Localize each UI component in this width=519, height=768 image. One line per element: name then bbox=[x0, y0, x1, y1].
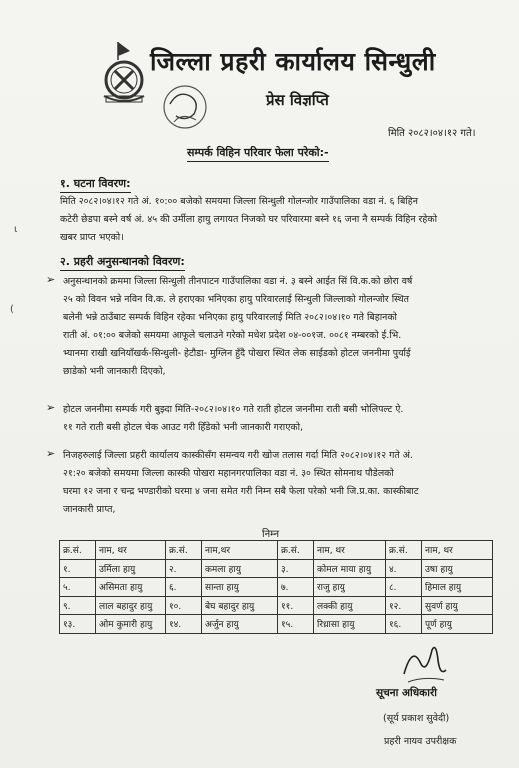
section-heading-investigation: २. प्रहरी अनुसन्धानको विवरण: bbox=[60, 254, 185, 271]
table-cell: २. bbox=[166, 559, 202, 578]
table-cell: उषा हायु bbox=[422, 559, 493, 578]
table-cell: ६. bbox=[166, 578, 202, 597]
column-header: नाम,थर bbox=[202, 541, 278, 560]
column-header: नाम, थर bbox=[422, 541, 493, 560]
paragraph-line: होटल जननीमा सम्पर्क गरी बुझ्दा मिति-२०८२।०४।१० गते राती होटल जननीमा राती बसी भोलिपल्ट ऐ. bbox=[63, 404, 404, 415]
signatory-rank: प्रहरी नायव उपरीक्षक bbox=[384, 736, 457, 747]
table-row bbox=[60, 578, 493, 597]
paragraph-line: बलेनी भन्ने ठाउँबाट सम्पर्क विहिन रहेका भनिएका हायु परिवारलाई मिति २०८२।०४।१० गते बिहानको bbox=[63, 312, 397, 323]
table-cell: सुवर्ण हायु bbox=[422, 596, 493, 615]
table-cell: राजु हायु bbox=[314, 578, 386, 597]
paragraph-line: राती अं. ०१:०० बजेको समयमा आफूले चलाउने गरेको मधेश प्रदेश ०४-००१ज. ००८१ नम्बरको ई.भि. bbox=[63, 330, 402, 341]
table-cell: उर्मिला हायु bbox=[96, 559, 166, 578]
nepal-police-emblem-icon bbox=[96, 40, 152, 106]
table-header-row bbox=[60, 541, 493, 560]
table-cell: १. bbox=[60, 559, 96, 578]
office-seal-icon bbox=[160, 82, 210, 132]
column-header: नाम, थर bbox=[96, 541, 166, 560]
subject-line: सम्पर्क विहिन परिवार फेला परेको:- bbox=[187, 145, 329, 162]
office-title: जिल्ला प्रहरी कार्यालय सिन्धुली bbox=[150, 47, 436, 76]
table-cell: १६. bbox=[386, 615, 422, 634]
table-cell: १४. bbox=[166, 615, 202, 634]
table-cell: १५. bbox=[278, 615, 314, 634]
bullet-arrow-icon: ➢ bbox=[46, 447, 56, 460]
table-row bbox=[60, 596, 493, 615]
paragraph-line: निजहरुलाई जिल्ला प्रहरी कार्यालय कास्कीसँग समन्वय गरी खोज तलास गर्दा मिति २०८२।०४।१२ गते अं. bbox=[63, 450, 413, 461]
investigation-item-2 bbox=[63, 401, 501, 437]
paragraph-line: खबर प्राप्त भएको। bbox=[60, 232, 124, 243]
table-cell: सान्ता हायु bbox=[202, 578, 278, 597]
bullet-arrow-icon: ➢ bbox=[46, 401, 56, 414]
table-cell: ८. bbox=[386, 578, 422, 597]
table-row bbox=[60, 559, 493, 578]
signature-icon bbox=[398, 640, 450, 688]
table-cell: पूर्ण हायु bbox=[422, 615, 493, 634]
table-caption: निम्न bbox=[262, 529, 280, 540]
release-date: मिति २०८२।०४।१२ गते। bbox=[388, 128, 476, 139]
paragraph-line: छाडेको भनी जानकारी दिएको, bbox=[63, 366, 166, 377]
column-header: क्र.सं. bbox=[386, 541, 422, 560]
signatory-name: (सूर्य प्रकाश सुवेदी) bbox=[383, 713, 450, 724]
table-cell: ९. bbox=[60, 596, 96, 615]
paragraph-line: मिति २०८२।०४।१२ गते अं. १०:०० बजेको समयमा जिल्ला सिन्धुली गोलन्जोर गाउँपालिका वडा नं. ६ बिहिन bbox=[60, 196, 418, 207]
margin-mark: ɩ bbox=[14, 224, 18, 235]
column-header: क्र.सं. bbox=[60, 541, 96, 560]
paragraph-line: ११ गते राती बसी होटल चेक आउट गरी हिँडेको भनी जानकारी गराएको, bbox=[63, 422, 304, 433]
column-header: क्र.सं. bbox=[166, 541, 202, 560]
incident-paragraph bbox=[60, 193, 500, 247]
table-cell: असिमता हायु bbox=[96, 578, 166, 597]
table-cell: ५. bbox=[60, 578, 96, 597]
press-release-title: प्रेस विज्ञप्ति bbox=[266, 91, 329, 109]
margin-mark: ( bbox=[10, 304, 14, 315]
table-cell: कमला हायु bbox=[202, 559, 278, 578]
paragraph-line: अनुसन्धानको क्रममा जिल्ला सिन्धुली तीनपाटन गाउँपालिका वडा नं. ३ बस्ने आईत सिं वि.क.को छोरा वर्ष bbox=[63, 276, 413, 287]
signatory-title: सूचना अधिकारी bbox=[376, 687, 437, 699]
column-header: नाम, थर bbox=[314, 541, 386, 560]
bullet-arrow-icon: ➢ bbox=[46, 273, 56, 286]
investigation-item-3 bbox=[63, 447, 501, 519]
table-cell: कोमल माया हायु bbox=[314, 559, 386, 578]
paragraph-line: २१:२० बजेको समयमा जिल्ला कास्की पोखरा महानगरपालिका वडा नं. ३० स्थित सोमनाथ पौडेलको bbox=[63, 468, 394, 479]
table-cell: १२. bbox=[386, 596, 422, 615]
table-cell: लक्की हायु bbox=[314, 596, 386, 615]
section-heading-incident: १. घटना विवरण: bbox=[60, 176, 131, 193]
found-persons-table bbox=[59, 540, 493, 634]
paragraph-line: घरमा १२ जना र चन्द्र भण्डारीको घरमा ४ जना समेत गरी निम्न सबै फेला परेको भनी जि.प्र.का. कास्कीबाट bbox=[63, 486, 419, 497]
table-cell: ७. bbox=[278, 578, 314, 597]
investigation-item-1 bbox=[63, 273, 501, 381]
table-cell: ३. bbox=[278, 559, 314, 578]
table-cell: अर्जुन हायु bbox=[202, 615, 278, 634]
paragraph-line: जानकारी प्राप्त, bbox=[63, 504, 116, 515]
table-cell: १०. bbox=[166, 596, 202, 615]
table-cell: १३. bbox=[60, 615, 96, 634]
table-cell: लाल बहादुर हायु bbox=[96, 596, 166, 615]
table-cell: ओम कुमारी हायु bbox=[96, 615, 166, 634]
table-cell: बेघ बहादुर हायु bbox=[202, 596, 278, 615]
table-cell: रिध्रासा हायु bbox=[314, 615, 386, 634]
paragraph-line: २५ को विवन भन्ने नविन वि.क. ले हराएका भनिएका हायु परिवारलाई सिन्धुली जिल्लाको गोलन्जोर स्थित bbox=[63, 294, 409, 305]
paragraph-line: कटेरी छेडपा बस्ने वर्ष अं. ४५ की उर्मीला हायु लगायत निजको घर परिवारमा बस्ने १६ जना नै सम्पर्क विहिन रहेको bbox=[60, 214, 437, 225]
table-cell: ११. bbox=[278, 596, 314, 615]
paragraph-line: भ्यानमा राखी खनियाँखर्क-सिन्धुली- हेटौडा- मुग्लिन हुँदै पोखरा स्थित लेक साईडको होटल जननीमा पुर्याई bbox=[63, 348, 411, 359]
column-header: क्र.सं. bbox=[278, 541, 314, 560]
table-cell: हिमाल हायु bbox=[422, 578, 493, 597]
table-cell: ४. bbox=[386, 559, 422, 578]
table-row bbox=[60, 615, 493, 634]
